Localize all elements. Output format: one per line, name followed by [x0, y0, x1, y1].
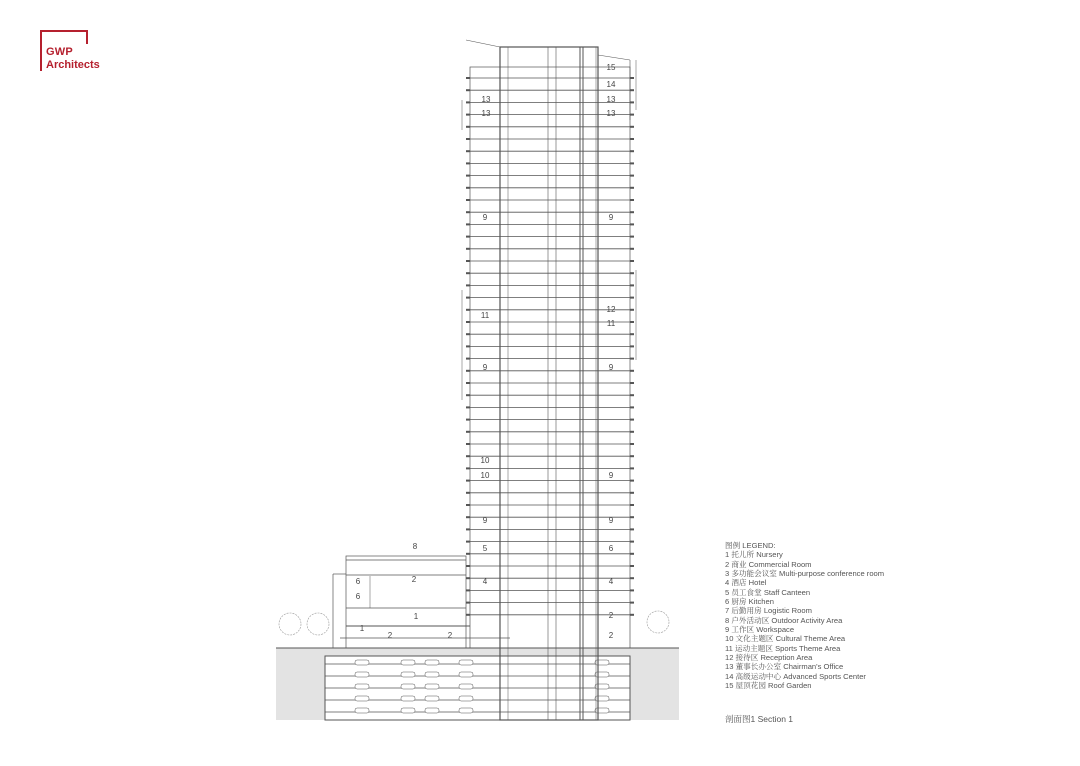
car [401, 660, 415, 665]
legend-item-1: 1 托儿所 Nursery [725, 550, 783, 560]
legend-item-6: 6 厨房 Kitchen [725, 597, 774, 607]
car [459, 696, 473, 701]
legend-item-3: 3 多功能会议室 Multi-purpose conference room [725, 569, 885, 579]
car [595, 696, 609, 701]
podium-label: 2 [387, 631, 393, 640]
legend-item-14: 14 高级运动中心 Advanced Sports Center [725, 671, 866, 681]
legend [725, 541, 884, 691]
tower-right-label: 2 [608, 611, 614, 620]
section-caption: 剖面图1 Section 1 [725, 714, 794, 724]
car [425, 708, 439, 713]
legend-item-8: 8 户外活动区 Outdoor Activity Area [725, 615, 843, 625]
podium-label: 6 [355, 592, 361, 601]
legend-item-9: 9 工作区 Workspace [725, 625, 795, 635]
tower-right-label: 9 [608, 471, 614, 480]
car [595, 708, 609, 713]
car [401, 696, 415, 701]
legend-item-4: 4 酒店 Hotel [725, 578, 767, 588]
legend-item-10: 10 文化主题区 Cultural Theme Area [725, 634, 846, 644]
tower-right-label: 4 [608, 577, 614, 586]
tower-left-label: 11 [480, 311, 490, 320]
tower-left-label: 13 [481, 109, 491, 118]
tower-right-label: 13 [606, 109, 616, 118]
car [459, 660, 473, 665]
tower-left-label: 5 [482, 544, 488, 553]
tree [307, 613, 329, 635]
legend-item-11: 11 运动主题区 Sports Theme Area [725, 643, 841, 653]
tree [279, 613, 301, 635]
tree [647, 611, 669, 633]
car [355, 672, 369, 677]
tower-left-label: 4 [482, 577, 488, 586]
tower-left-label: 10 [480, 471, 490, 480]
car [425, 696, 439, 701]
tower-left-label: 9 [482, 213, 488, 222]
legend-item-12: 12 接待区 Reception Area [725, 653, 813, 663]
car [355, 708, 369, 713]
podium-label: 8 [412, 542, 418, 551]
podium-label: 1 [359, 624, 365, 633]
podium-label: 1 [413, 612, 419, 621]
tower-right-label: 14 [606, 80, 616, 89]
logo-text-line2: Architects [46, 59, 100, 71]
podium-label: 6 [355, 577, 361, 586]
car [595, 684, 609, 689]
logo-text-line1: GWP [46, 46, 73, 58]
legend-item-15: 15 屋顶花园 Roof Garden [725, 681, 812, 691]
tower-outline [470, 67, 630, 648]
tower-right-label: 15 [606, 63, 616, 72]
tower-right-label: 12 [606, 305, 616, 314]
podium-label: 2 [411, 575, 417, 584]
legend-item-13: 13 董事长办公室 Chairman's Office [725, 662, 844, 672]
car [459, 684, 473, 689]
tower-left-label: 9 [482, 363, 488, 372]
roof-line [598, 55, 630, 60]
tower-left-label: 13 [481, 95, 491, 104]
tower-right-label: 6 [608, 544, 614, 553]
tower-right-label: 9 [608, 363, 614, 372]
legend-item-2: 2 商业 Commercial Room [725, 559, 812, 569]
car [355, 696, 369, 701]
legend-item-7: 7 后勤用房 Logistic Room [725, 606, 812, 616]
roof-line [466, 40, 500, 47]
car [425, 684, 439, 689]
car [459, 708, 473, 713]
tower-left-label: 10 [480, 456, 490, 465]
car [425, 672, 439, 677]
tower-right-label: 9 [608, 213, 614, 222]
tower-left-label: 9 [482, 516, 488, 525]
car [425, 660, 439, 665]
car [401, 684, 415, 689]
building-structure [276, 40, 679, 720]
podium-label: 2 [447, 631, 453, 640]
car [595, 672, 609, 677]
car [401, 708, 415, 713]
podium-label: 2 [608, 631, 614, 640]
car [401, 672, 415, 677]
tower-right-label: 9 [608, 516, 614, 525]
car [355, 684, 369, 689]
car [355, 660, 369, 665]
tower-right-label: 11 [606, 319, 616, 328]
legend-title: 图例 LEGEND: [725, 541, 776, 550]
car [459, 672, 473, 677]
car [595, 660, 609, 665]
tower-right-label: 13 [606, 95, 616, 104]
legend-item-5: 5 员工食堂 Staff Canteen [725, 587, 811, 597]
